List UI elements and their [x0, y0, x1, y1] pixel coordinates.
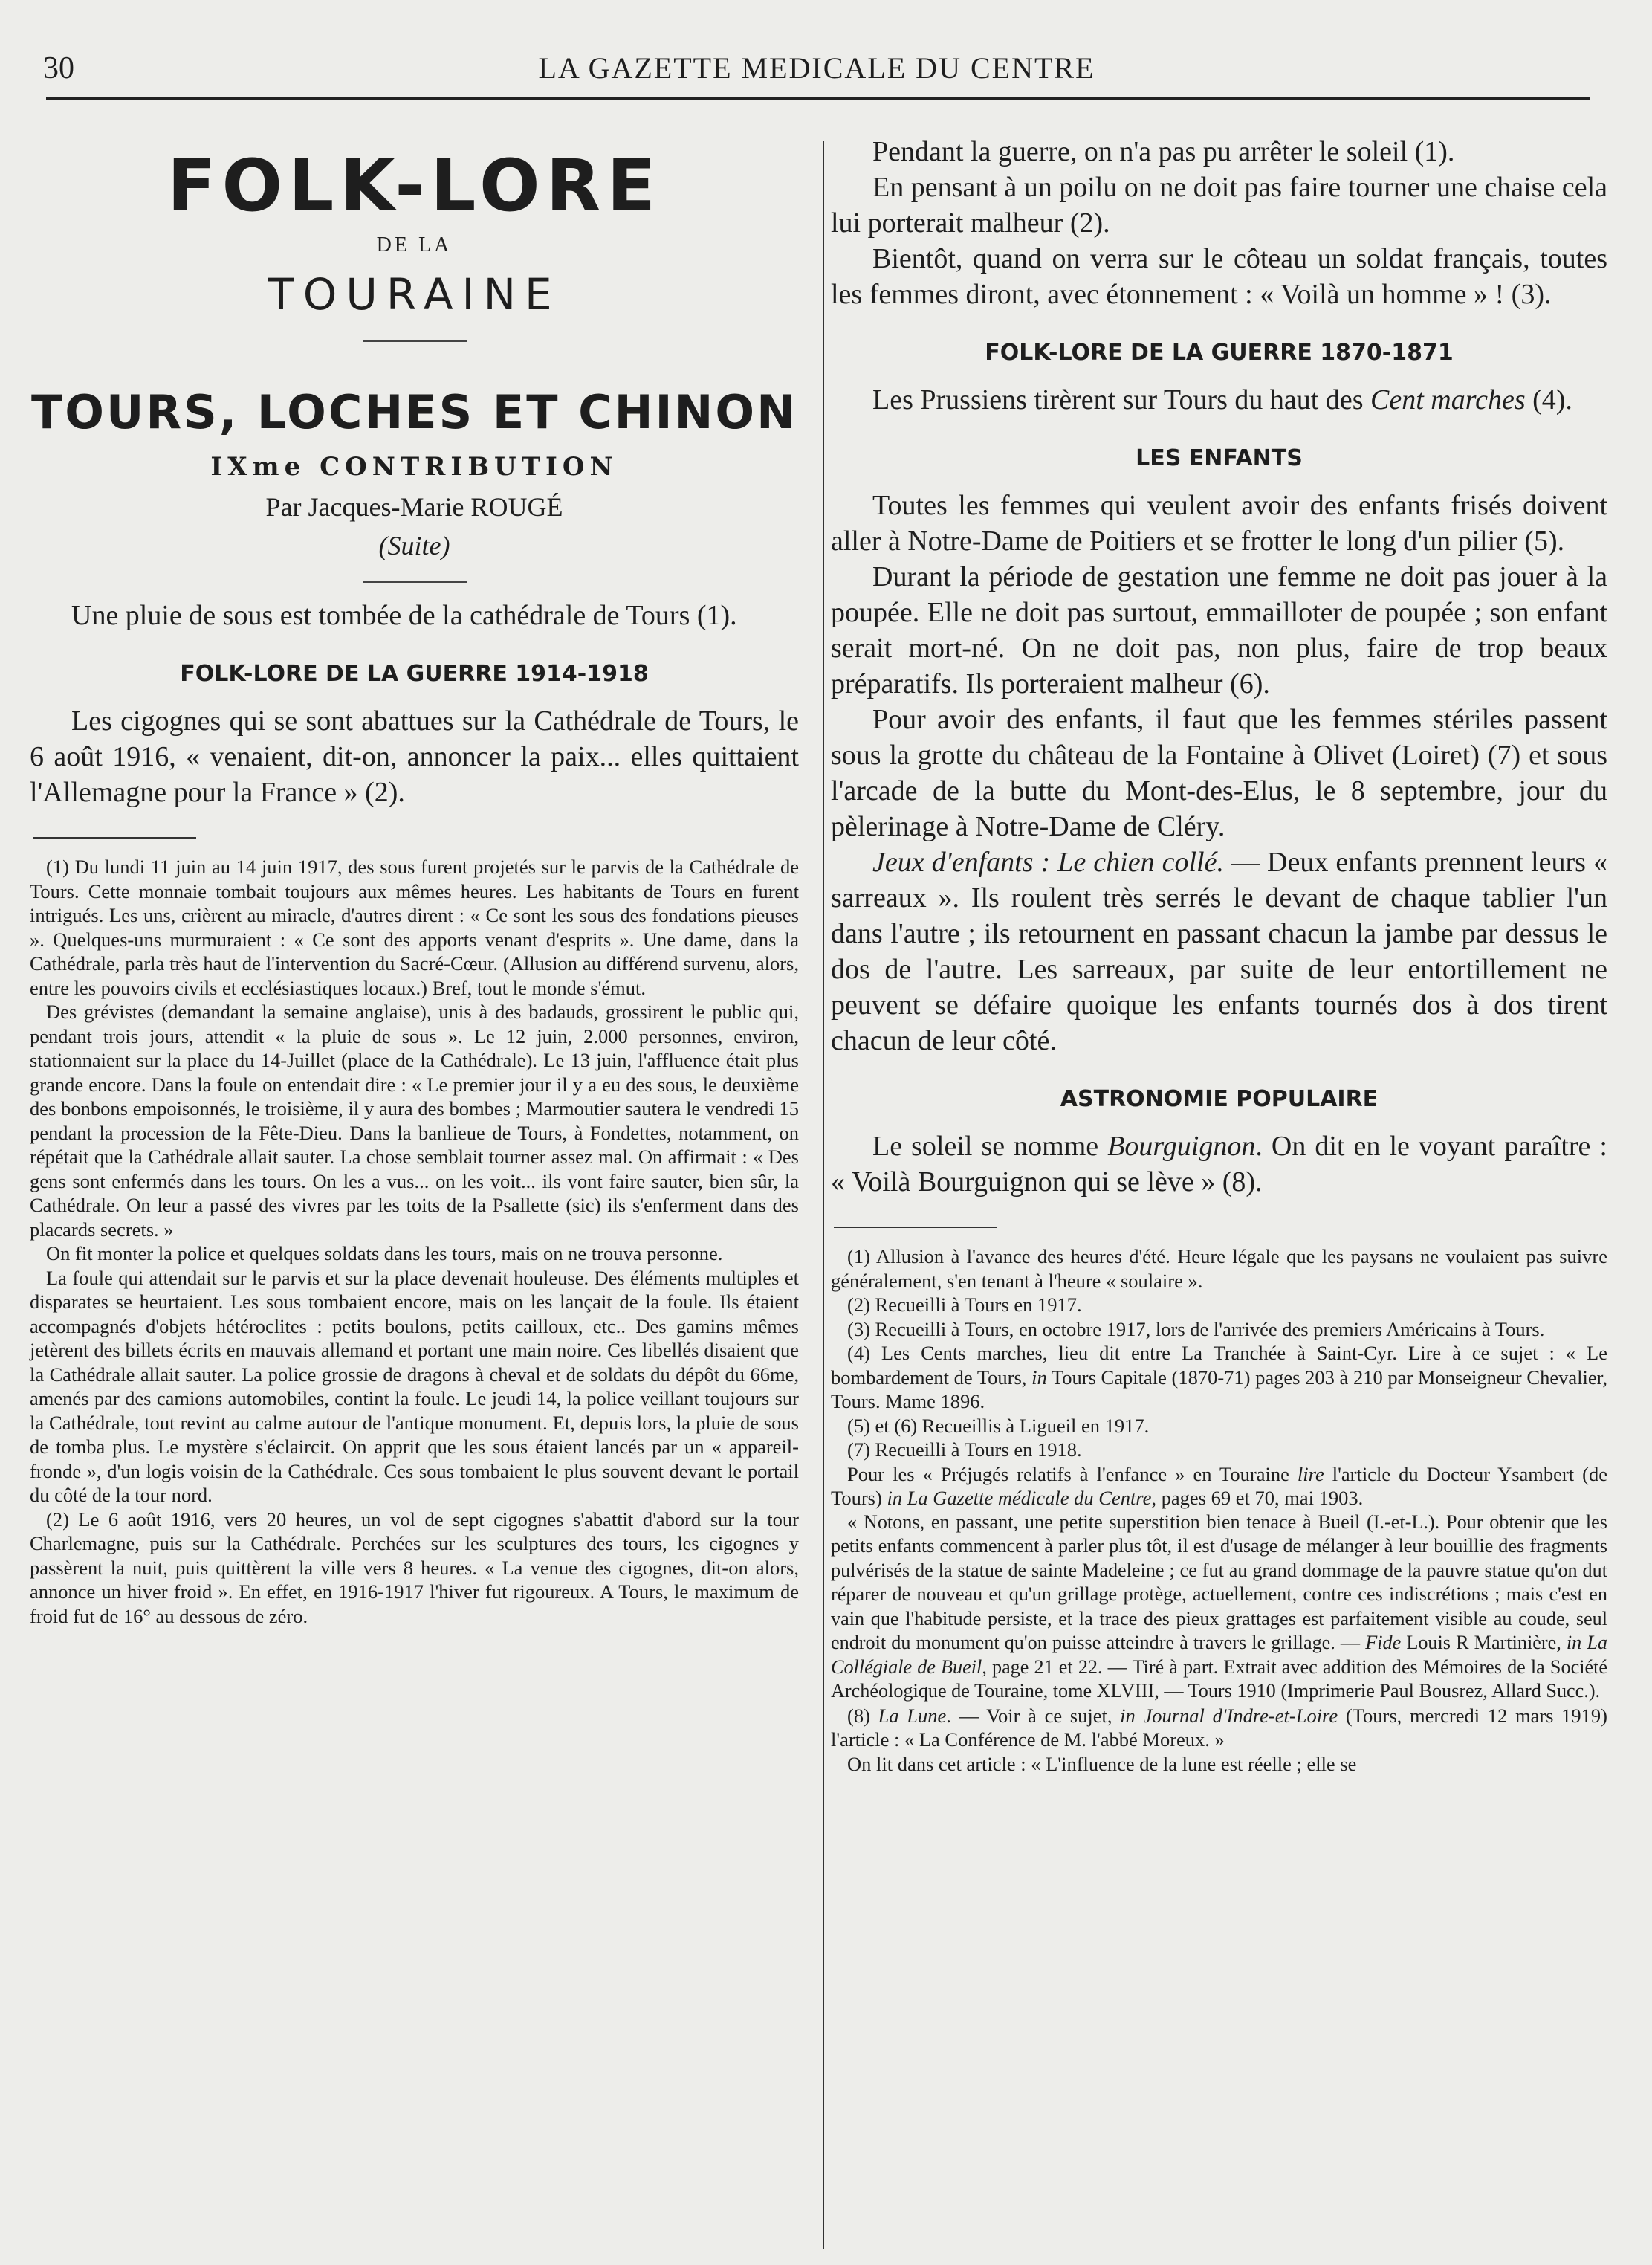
footnote: (1) Allusion à l'avance des heures d'été. Heure légale que les paysans ne voulaient pas suivre généralement, s'en tenant à l'heure « soulaire ». — [831, 1245, 1607, 1292]
section-heading-1870: FOLK-LORE DE LA GUERRE 1870-1871 — [985, 340, 1454, 366]
footnote: La foule qui attendait sur le parvis et sur la place devenait houleuse. Des éléments multiples et disparates se heurtaient. Les sous tombaient encore, mais on les lançait de la foule. Ils étaient accompagnés d'objets hétéroclites : petits boulons, petits cailloux, etc.. Des gamins mêmes jetèrent des billets écrits en mauvais allemand et portant une main noire. Ces libellés disaient que la Cathédrale allait sauter. La police grossie de dragons à cheval et de soldats du dépôt du 66me, amenés par des camions automobiles, contint la foule. Le jeudi 14, la police veillant toujours sur la Cathédrale, tout revint au calme autour de l'antique monument. Et, depuis lors, la pluie de sous de tomba plus. Le mystère s'éclaircit. On apprit que les sous étaient lancés par un « appareil-fronde », d'un logis voisin de la Cathédrale. Ces sous tombaient le plus souvent devant le portail du côté de la tour nord. — [30, 1266, 799, 1506]
footnote: (1) Du lundi 11 juin au 14 juin 1917, des sous furent projetés sur le parvis de la Cathédrale de Tours. Cette monnaie tombait toujours aux mêmes heures. Les habitants de Tours en furent intrigués. Les uns, crièrent au miracle, d'autres dirent : « Ce sont les sous des fondations pieuses ». Quelques-uns murmuraient : « Ce sont des apports venant d'esprits ». Une dame, dans la Cathédrale, parla très haut de l'intervention du Sacré-Cœur. (Allusion au différend survenu, alors, entre les pouvoirs civils et ecclésiastiques locaux.) Bref, tout le monde s'émut. — [30, 856, 799, 999]
article-subtitle: TOURS, LOCHES ET CHINON — [30, 385, 798, 439]
contribution-label: IXme CONTRIBUTION — [210, 452, 618, 482]
author-line: Par Jacques-Marie ROUGÉ — [265, 492, 563, 522]
footnote: (8) La Lune. — Voir à ce sujet, in Journal d'Indre-et-Loire (Tours, mercredi 12 mars 1919) l'article : « La Conférence de M. l'abbé Moreux. » — [831, 1704, 1608, 1751]
paragraph: En pensant à un poilu on ne doit pas faire tourner une chaise cela lui porterait malheur (2). — [831, 172, 1607, 239]
header-rule — [46, 97, 1590, 100]
paragraph: Le soleil se nomme Bourguignon. On dit en le voyant paraître : « Voilà Bourguignon qui se lève » (8). — [831, 1131, 1607, 1198]
section-heading-astronomie: ASTRONOMIE POPULAIRE — [1060, 1086, 1379, 1112]
footnote-rule — [834, 1227, 997, 1228]
author-rule — [363, 581, 467, 583]
footnote: « Notons, en passant, une petite superstition bien tenace à Bueil (I.-et-L.). Pour obtenir que les petits enfants commencent à parler plus tôt, il est d'usage de mélanger à leur bouillie des fragments pulvérisés de la statue de sainte Madeleine ; ce fut au grand dommage de la pauvre statue qu'on dut réparer de nouveau et qu'un grillage protège, actuellement, contre ces indiscrétions ; mais c'est en vain que l'habitude persiste, et la trace des pieux grattages est parfaitement visible au coude, seul endroit du monument qu'on puisse atteindre à travers le grillage. — Fide Louis R Martinière, in La Collégiale de Bueil, page 21 et 22. — Tiré à part. Extrait avec addition des Mémoires de la Société Archéologique de Touraine, tome XLVIII, — Tours 1910 (Imprimerie Paul Bousrez, Allard Succ.). — [831, 1510, 1607, 1702]
footnote: (3) Recueilli à Tours, en octobre 1917, lors de l'arrivée des premiers Américains à Tours. — [847, 1317, 1545, 1340]
paragraph: Bientôt, quand on verra sur le côteau un soldat français, toutes les femmes diront, avec étonnement : « Voilà un homme » ! (3). — [831, 243, 1607, 310]
footnote-rule — [33, 837, 196, 839]
suite-label: (Suite) — [378, 531, 450, 560]
footnote: (2) Le 6 août 1916, vers 20 heures, un vol de sept cigognes s'abattit d'abord sur la tour Charlemagne, puis sur la Cathédrale. Perchées sur les sculptures des tours, les cigognes y passèrent la nuit, puis quittèrent la ville vers 8 heures. « La venue des cigognes, dit-on alors, annonce un hiver froid ». En effet, en 1916-1917 l'hiver fut rigoureux. A Tours, le maximum de froid fut de 16° au dessous de zéro. — [30, 1508, 799, 1627]
title-rule — [363, 340, 467, 342]
footnote: (4) Les Cents marches, lieu dit entre La Tranchée à Saint-Cyr. Lire à ce sujet : « Le bombardement de Tours, in Tours Capitale (1870-71) pages 203 à 210 par Monseigneur Chevalier, Tours. Mame 1896. — [831, 1342, 1607, 1412]
article-region: TOURAINE — [268, 269, 561, 320]
right-footnotes — [831, 1244, 1607, 1776]
page-header — [43, 46, 1590, 91]
footnote: Pour les « Préjugés relatifs à l'enfance » en Touraine lire l'article du Docteur Ysambert (de Tours) in La Gazette médicale du Centre, pages 69 et 70, mai 1903. — [831, 1462, 1607, 1509]
footnote: Des grévistes (demandant la semaine anglaise), unis à des badauds, grossirent le public qui, pendant trois jours, attendit « la pluie de sous ». Le 12 juin, 2.000 personnes, environ, stationnaient sur la place du 14-Juillet (place de la Cathédrale). Le 13 juin, l'affluence était plus grande encore. Dans la foule on entendait dire : « Le premier jour il y a eu des sous, le deuxième des bonbons empoisonnés, le troisième, il y aura des bombes ; Marmoutier sautera le vendredi 15 pendant la procession de la Fête-Dieu. Dans la banlieue de Tours, à Fondettes, notamment, on répétait que la Cathédrale allait sauter. La chose semblait tourner assez mal. On affirmait : « Des gens sont enfermés dans les tours. On les a vus... on les voit... ils vont faire sauter, bien sûr, la Cathédrale. On leur a passé des vivres par les toits de la Psallette (sic) ils s'enferment dans des placards secrets. » — [30, 1001, 799, 1241]
footnote: On fit monter la police et quelques soldats dans les tours, mais on ne trouva personne. — [46, 1242, 723, 1264]
article-title: FOLK-LORE — [166, 144, 662, 227]
left-column — [30, 134, 799, 1628]
left-body — [30, 598, 799, 810]
paragraph: Pour avoir des enfants, il faut que les femmes stériles passent sous la grotte du château de la Fontaine à Olivet (Loiret) (7) et sous l'arcade de la butte du Mont-des-Elus, le 8 septembre, jour du pèlerinage à Notre-Dame de Cléry. — [831, 704, 1607, 842]
page-number: 30 — [43, 51, 74, 85]
paragraph: Pendant la guerre, on n'a pas pu arrêter le soleil (1). — [872, 136, 1455, 167]
storks-paragraph: Les cigognes qui se sont abattues sur la Cathédrale de Tours, le 6 août 1916, « venaient, dit-on, annoncer la paix... elles quittaient l'Allemagne pour la France » (2). — [30, 705, 799, 808]
section-heading-enfants: LES ENFANTS — [1136, 445, 1303, 471]
intro-paragraph: Une pluie de sous est tombée de la cathédrale de Tours (1). — [71, 600, 737, 631]
paragraph: Toutes les femmes qui veulent avoir des enfants frisés doivent aller à Notre-Dame de Poitiers et se frotter le long d'un pilier (5). — [831, 490, 1607, 557]
column-divider — [823, 141, 824, 2249]
section-heading-1914: FOLK-LORE DE LA GUERRE 1914-1918 — [180, 661, 649, 687]
right-column — [831, 134, 1607, 1776]
paragraph: Durant la période de gestation une femme ne doit pas jouer à la poupée. Elle ne doit pas surtout, emmailloter de poupée ; son enfant serait mort-né. On ne doit pas, non plus, faire de trop beaux préparatifs. Ils porteraient malheur (6). — [831, 561, 1607, 699]
journal-title: LA GAZETTE MEDICALE DU CENTRE — [538, 51, 1095, 85]
paragraph: Jeux d'enfants : Le chien collé. — Deux enfants prennent leurs « sarreaux ». Ils roulent très serrés le devant de chaque tablier l'un dans l'autre ; ils retournent en passant chacun la jambe par dessus le dos de l'autre. Les sarreaux, par suite de leur entortillement ne peuvent se défaire quoique les enfants tournés dos à dos tirent chacun de leur côté. — [831, 847, 1607, 1056]
footnote: (5) et (6) Recueillis à Ligueil en 1917. — [847, 1414, 1150, 1437]
footnote: (7) Recueilli à Tours en 1918. — [847, 1438, 1082, 1461]
article-title-connector: DE LA — [376, 233, 453, 256]
footnote: On lit dans cet article : « L'influence de la lune est réelle ; elle se — [847, 1752, 1357, 1775]
footnote: (2) Recueilli à Tours en 1917. — [847, 1293, 1082, 1316]
right-body — [831, 134, 1607, 1200]
paragraph: Les Prussiens tirèrent sur Tours du haut des Cent marches (4). — [872, 384, 1572, 416]
left-footnotes — [30, 855, 799, 1628]
